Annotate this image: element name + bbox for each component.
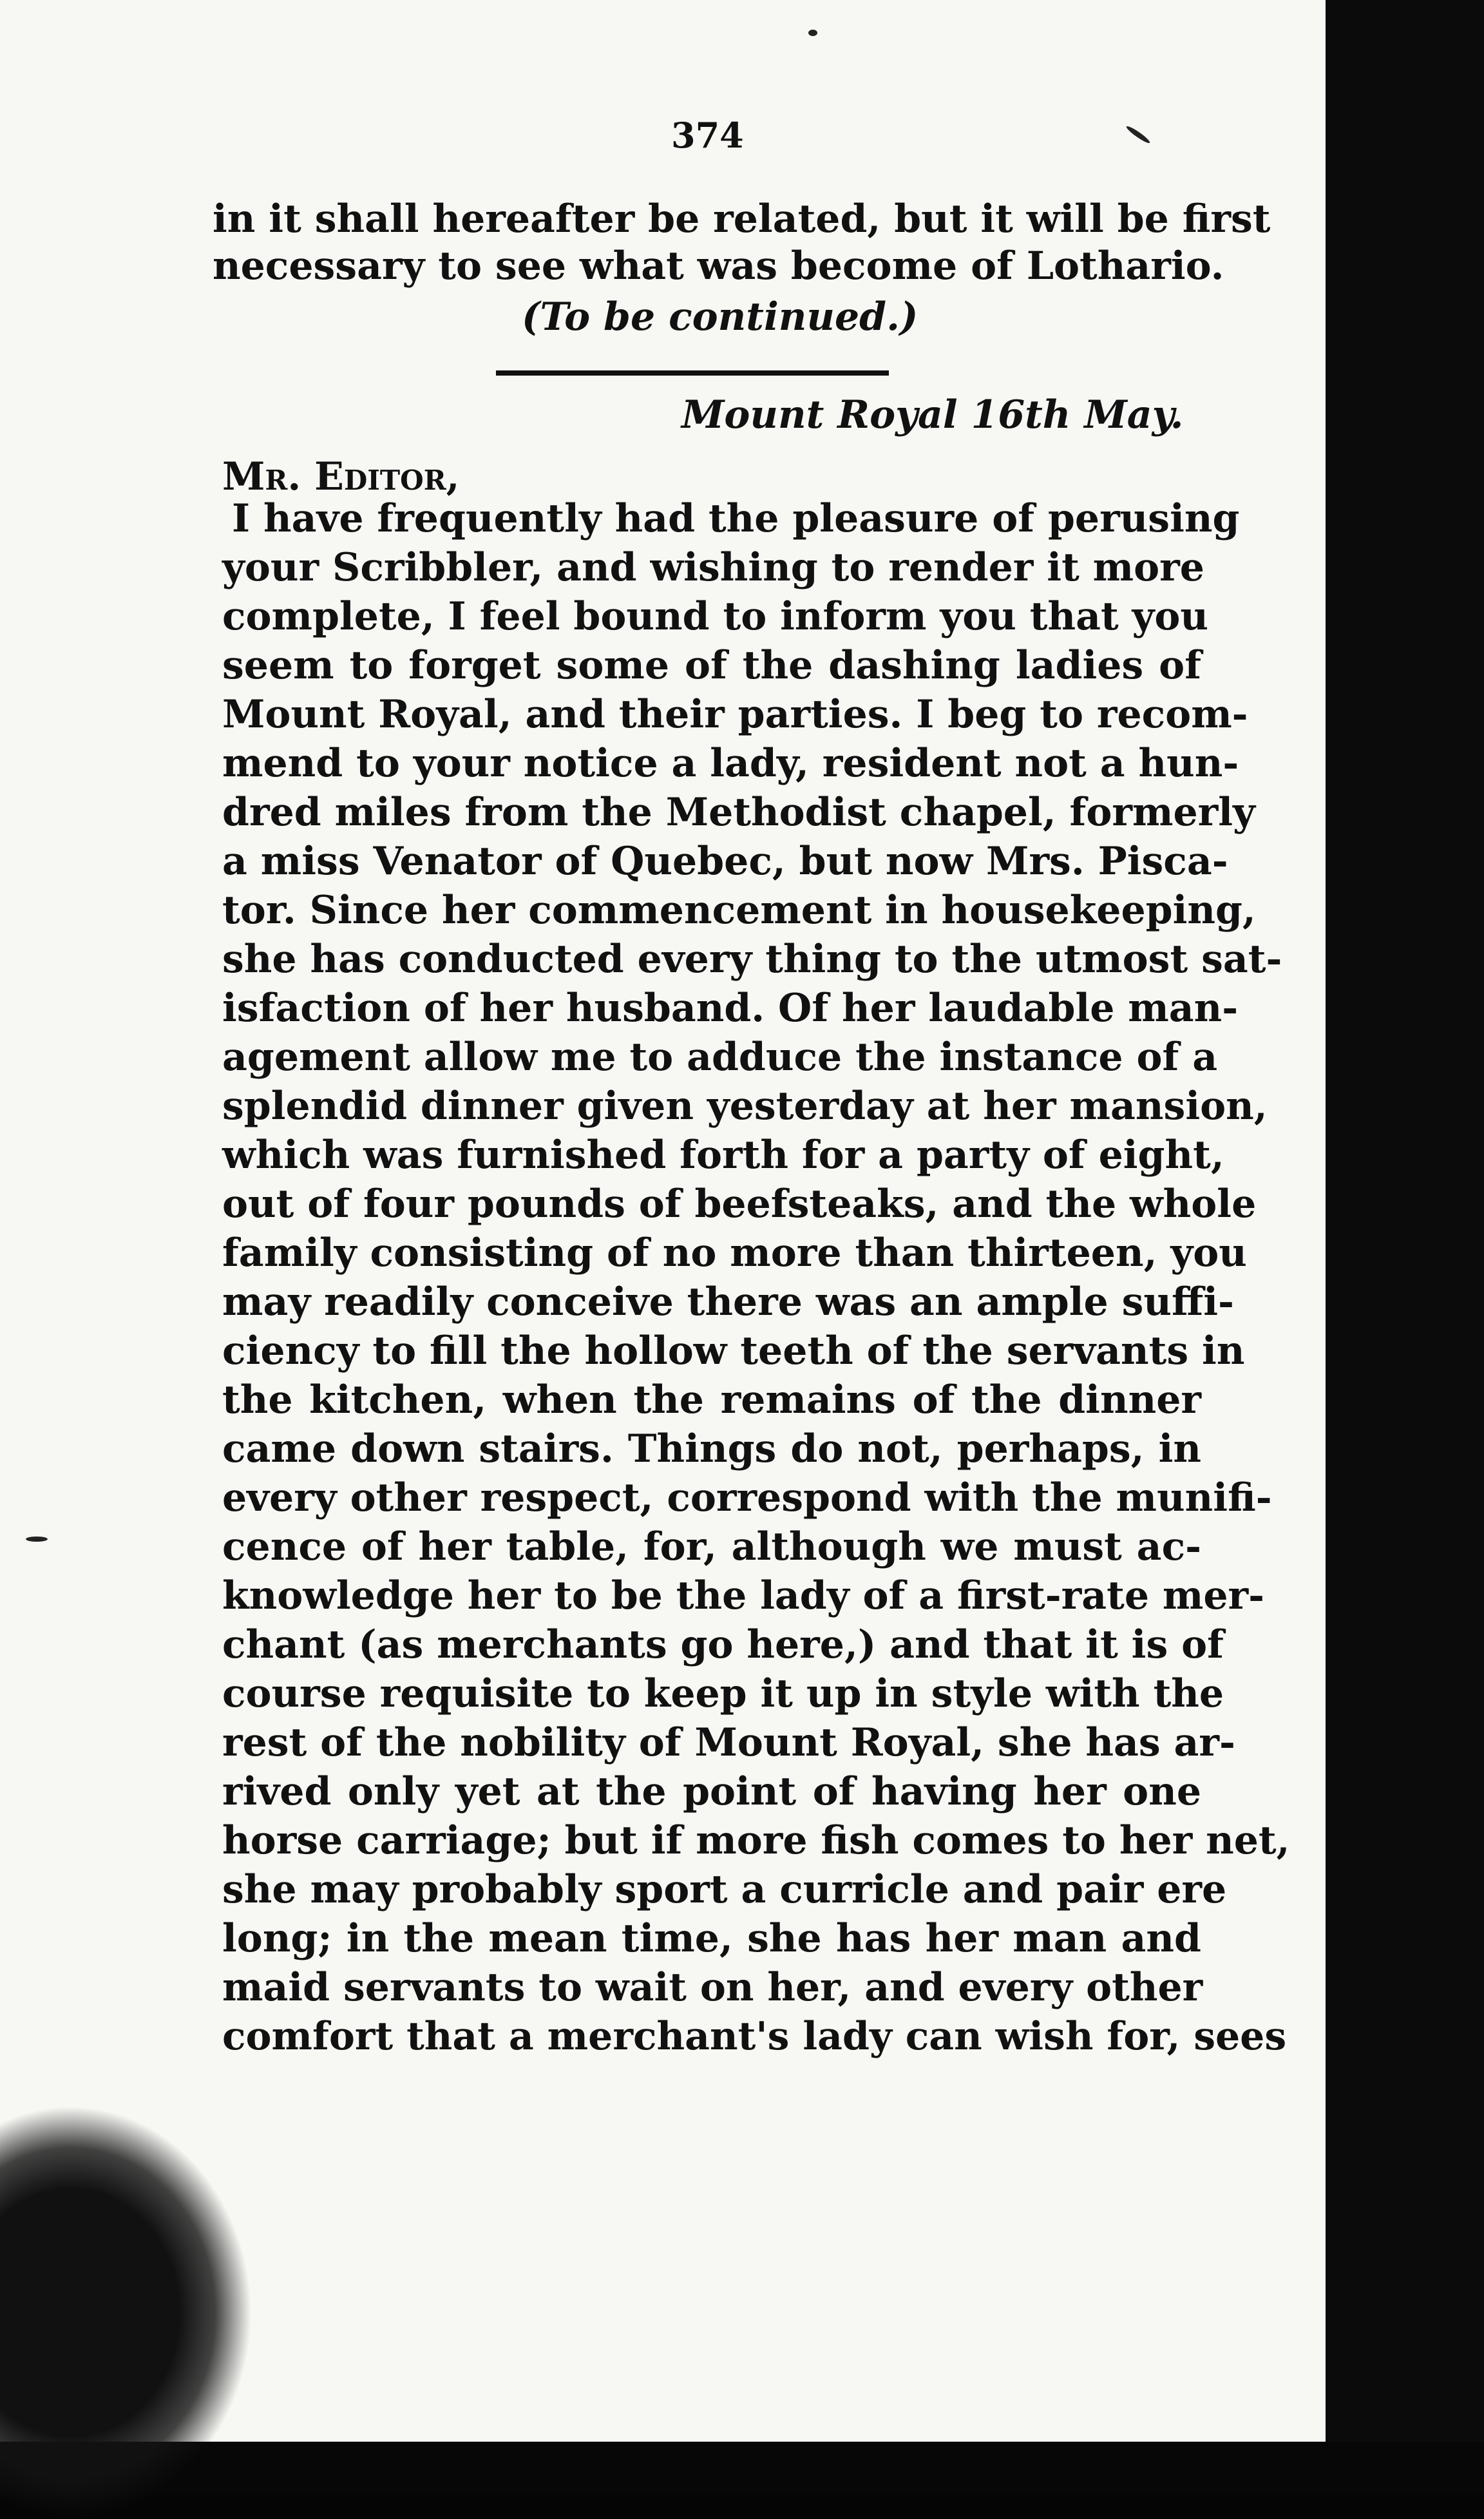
letter-line: dred miles from the Methodist chapel, formerly [222,790,1255,835]
letter-line: she has conducted every thing to the utmost sat- [222,937,1282,982]
speck [1125,124,1152,145]
letter-line: which was furnished forth for a party of eight, [222,1133,1224,1178]
letter-line: splendid dinner given yesterday at her mansion, [222,1084,1268,1129]
letter-line: rived only yet at the point of having her one [222,1769,1201,1814]
speck [808,30,817,36]
letter-line: I have frequently had the pleasure of perusing [232,496,1240,541]
letter-line: course requisite to keep it up in style with the [222,1671,1224,1716]
letter-line: ciency to fill the hollow teeth of the servants in [222,1328,1245,1374]
page-number: 374 [671,115,744,156]
letter-line: came down stairs. Things do not, perhaps, in [222,1426,1201,1471]
continuation-line-1: in it shall hereafter be related, but it will be first [213,196,1271,242]
book-spine-shadow [1326,0,1484,2495]
letter-line: may readily conceive there was an ample suffi- [222,1279,1234,1325]
letter-line: Mount Royal, and their parties. I beg to recom- [222,692,1248,737]
letter-line: cence of her table, for, although we must ac- [222,1524,1201,1569]
letter-line: every other respect, correspond with the munifi- [222,1475,1272,1520]
to-be-continued: (To be continued.) [522,294,918,340]
salutation: Mr. Editor, [222,454,460,499]
letter-line: seem to forget some of the dashing ladies of [222,643,1201,688]
letter-line: maid servants to wait on her, and every other [222,1965,1203,2010]
dateline: Mount Royal 16th May. [681,392,1184,437]
letter-line: mend to your notice a lady, resident not a hun- [222,741,1239,786]
letter-line: agement allow me to adduce the instance of a [222,1035,1218,1080]
letter-line: knowledge her to be the lady of a first-rate mer- [222,1573,1265,1618]
continuation-line-2: necessary to see what was become of Lothario. [213,244,1224,289]
letter-line: horse carriage; but if more fish comes to her net, [222,1818,1290,1863]
scan-bottom-edge [0,2442,1484,2495]
letter-line: rest of the nobility of Mount Royal, she has ar- [222,1720,1235,1765]
letter-line: comfort that a merchant's lady can wish for, sees [222,2014,1287,2059]
letter-line: family consisting of no more than thirteen, you [222,1231,1247,1276]
letter-line: your Scribbler, and wishing to render it more [222,545,1204,590]
letter-line: a miss Venator of Quebec, but now Mrs. Pisca- [222,839,1228,884]
letter-line: tor. Since her commencement in housekeeping, [222,888,1256,933]
letter-line: she may probably sport a curricle and pair ere [222,1867,1227,1912]
speck [26,1537,48,1542]
letter-line: complete, I feel bound to inform you that you [222,594,1209,639]
letter-line: isfaction of her husband. Of her laudable man- [222,986,1239,1031]
letter-line: chant (as merchants go here,) and that it is of [222,1622,1224,1667]
letter-line: the kitchen, when the remains of the dinner [222,1377,1201,1422]
section-divider [496,370,889,376]
letter-line: long; in the mean time, she has her man and [222,1916,1201,1961]
letter-line: out of four pounds of beefsteaks, and the whole [222,1182,1257,1227]
